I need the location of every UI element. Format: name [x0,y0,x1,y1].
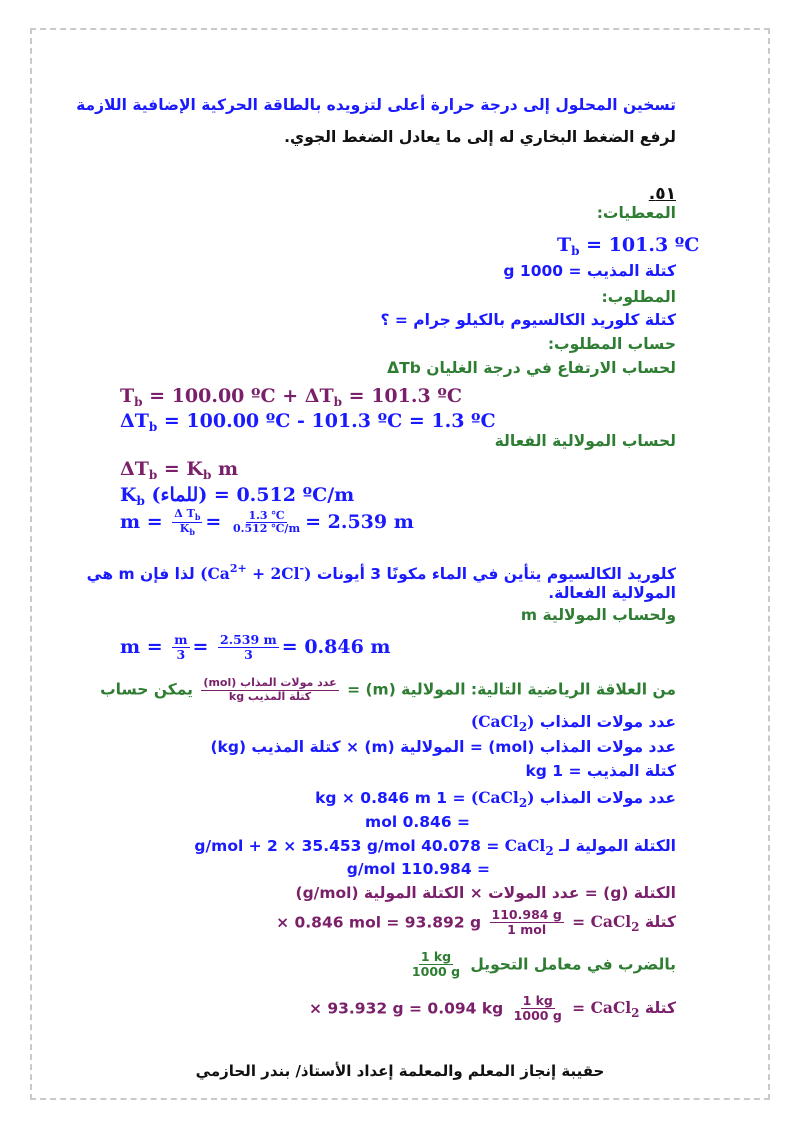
intro-line-2: لرفع الضغط البخاري له إلى ما يعادل الضغط الجوي. [284,128,676,146]
eq-m-result: = 2.539 m [305,510,414,533]
calc-label: حساب المطلوب: [547,335,676,353]
eq-delta-tb: $\Delta T_b = 100.00$ ºC - 101.3 ºC = 1.3 ºC [120,410,496,434]
final-denominator: 1000 g [513,1008,562,1024]
ionization-line-1: كلوريد الكالسيوم يتأين في الماء مكونًا 3 أيونات $(Ca^{2+} + 2Cl^-)$ لذا فإن m هي [86,562,676,583]
eq-m-calc: m = $\frac{\Delta T_b}{K_b}$ = $\frac{1.3 ℃}{0.512 ℃/m}$ = 2.539 m [120,507,414,538]
relation-suffix: يمكن حساب [100,680,193,699]
solvent-kg: كتلة المذيب = 1 kg [525,762,676,780]
conv-denominator: 1000 g [411,964,461,980]
eq-m-divide-result: = 0.846 m [281,635,391,658]
ionization-line-2: المولالية الفعالة. [548,584,676,602]
givens-label: المعطيات: [596,204,676,222]
intro-line-1: تسخين المحلول إلى درجة حرارة أعلى لتزويده بالطاقة الحركية الإضافية اللازمة [76,96,676,114]
final-suffix: × 93.932 g = 0.094 kg [308,999,504,1018]
moles-formula: عدد مولات المذاب (mol) = المولالية (m) × كتلة المذيب (kg) [210,738,676,756]
conversion-line [407,950,676,980]
relation-line [100,677,676,703]
molar-mass-calc: الكتلة المولية لـ CaCl$_2$ = 40.078 g/mol + 2 × 35.453 g/mol [194,836,676,858]
eq-m-divide: m = $\frac{m}{3}$ = $\frac{2.539 m}{3}$ = 0.846 m [120,632,391,663]
relation-denominator: كتلة المذيب kg [228,689,312,703]
eq-delta-tb-kb: $\Delta T_b = K_b$ m [120,458,239,482]
required-label: المطلوب: [601,288,676,306]
solvent-mass-given: كتلة المذيب = 1000 g [503,262,676,280]
final-prefix: كتلة CaCl$_2$ = [572,998,676,1021]
moles-calc: عدد مولات المذاب (CaCl$_2$) = 1 kg × 0.846 m [315,788,676,810]
rise-label: لحساب الارتفاع في درجة الغليان ΔTb [387,359,676,377]
effective-molality-label: لحساب المولالية الفعالة [494,432,676,450]
eq-tb-sum: $T_b = 100.00$ ºC + $\Delta T_b = 101.3$ ºC [120,385,462,409]
relation-prefix: من العلاقة الرياضية التالية: المولالية (m) = [347,680,676,699]
moles-cacl2-label: عدد مولات المذاب (CaCl$_2$) [470,712,676,734]
eq-kb-water: $K_b$ (للماء) = 0.512 ºC/m [120,484,355,508]
relation-numerator: عدد مولات المذاب (mol) [203,676,337,689]
tb-given: $T_b = 101.3$ ºC [557,234,700,258]
question-number: ٥١. [648,184,676,204]
footer: حقيبة إنجاز المعلم والمعلمة إعداد الأستاذ/ بندر الحازمي [195,1062,605,1080]
mass-formula: الكتلة (g) = عدد المولات × الكتلة المولية (g/mol) [295,884,676,902]
mass-calc-suffix: × 0.846 mol = 93.892 g [276,913,482,932]
molality-label: ولحساب المولالية m [520,606,676,624]
mass-calc-denominator: 1 mol [507,922,547,938]
mass-calc [276,908,676,938]
mass-calc-numerator: 110.984 g [491,907,562,922]
final-numerator: 1 kg [522,993,553,1008]
conversion-label: بالضرب في معامل التحويل [470,955,676,974]
conv-numerator: 1 kg [420,949,452,964]
required-text: كتلة كلوريد الكالسيوم بالكيلو جرام = ؟ [380,311,676,329]
mass-calc-prefix: كتلة CaCl$_2$ = [572,912,676,935]
molar-mass-result: = 110.984 g/mol [346,860,490,878]
final-calc [309,994,676,1024]
moles-result: = 0.846 mol [365,813,470,831]
